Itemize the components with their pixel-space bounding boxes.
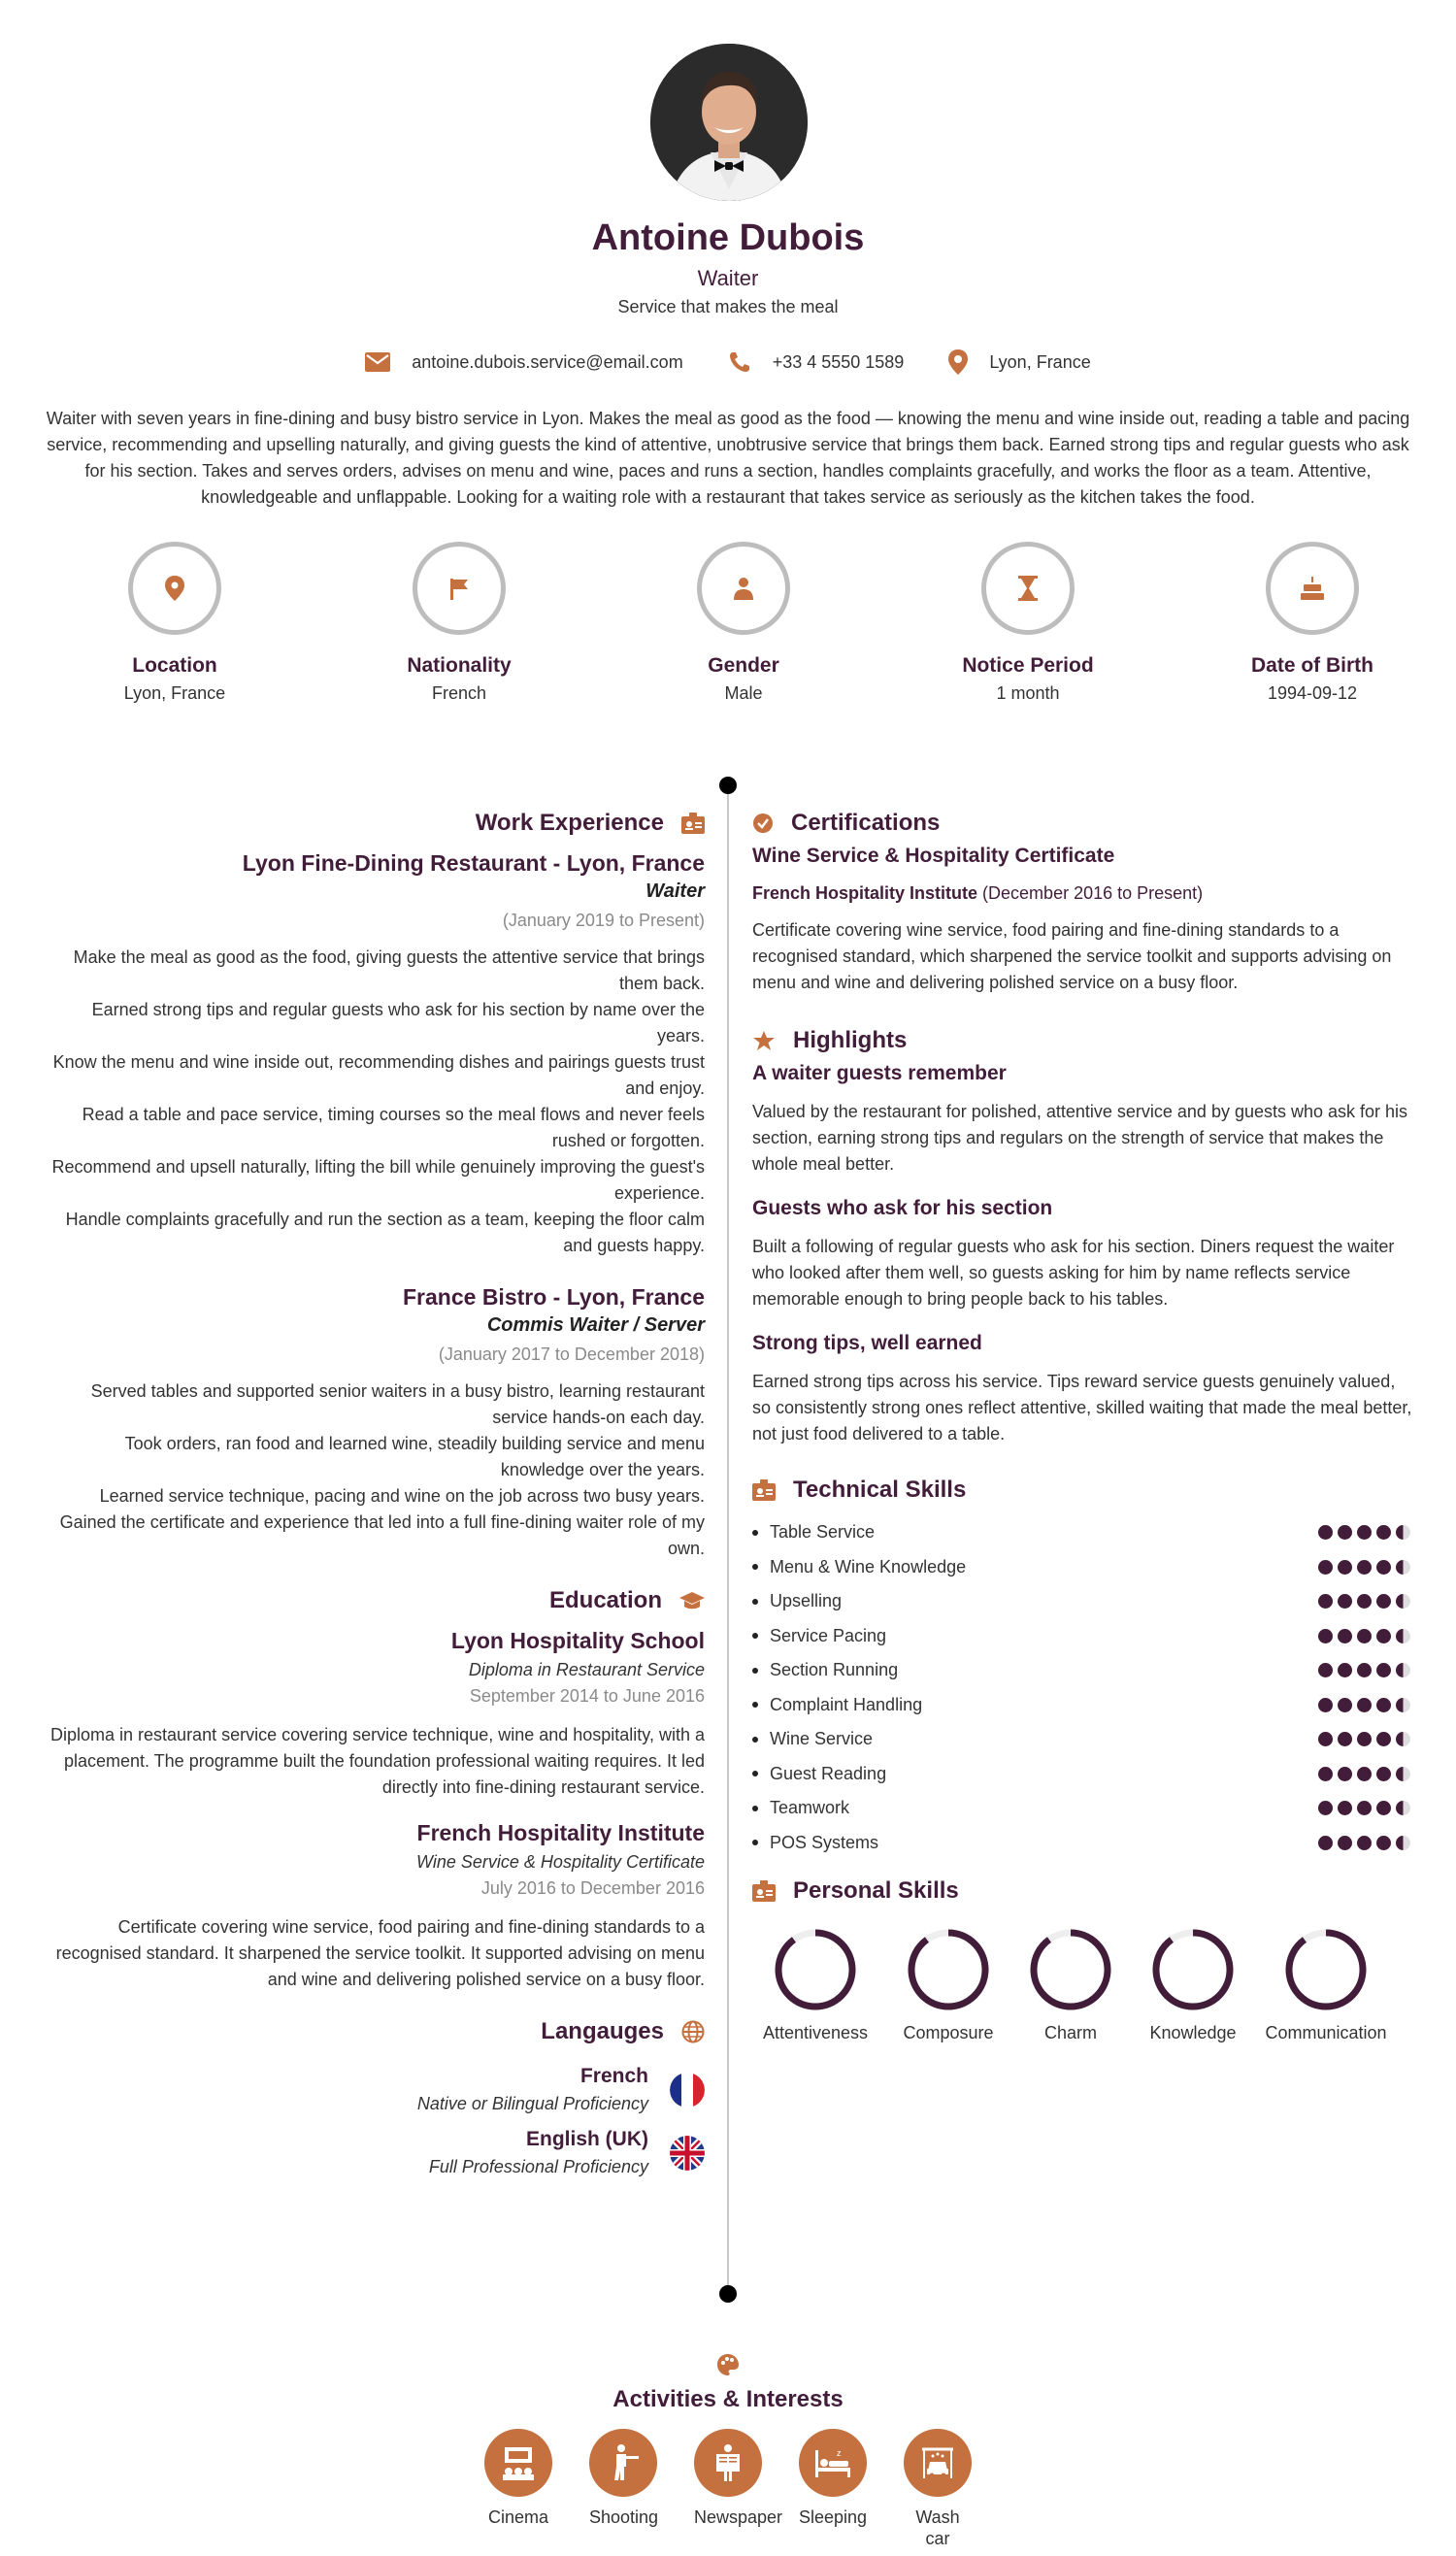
rating-dot bbox=[1318, 1767, 1333, 1781]
skill-rating bbox=[1318, 1732, 1412, 1746]
highlight-description: Valued by the restaurant for polished, attentive service and by guests who ask for his section, earning strong tips and regulars on the strength of service that makes the whole meal better. bbox=[752, 1102, 1408, 1174]
candidate-role: Waiter bbox=[697, 266, 759, 290]
job-duties bbox=[45, 1378, 705, 1562]
skill-rating bbox=[1318, 1801, 1412, 1815]
rating-dot bbox=[1376, 1560, 1391, 1575]
fact-date-of-birth bbox=[1196, 542, 1429, 704]
rating-dot bbox=[1396, 1629, 1410, 1643]
personal-skill-name: Knowledge bbox=[1149, 2023, 1237, 2042]
job-dates: (January 2017 to December 2018) bbox=[438, 1344, 705, 1364]
rating-dot bbox=[1357, 1801, 1372, 1815]
personal-skill-name: Communication bbox=[1265, 2023, 1387, 2042]
rating-dot bbox=[1318, 1698, 1333, 1712]
sleeping-icon bbox=[813, 2446, 852, 2479]
language-level: Full Professional Proficiency bbox=[428, 2157, 648, 2176]
fact-value: 1 month bbox=[996, 683, 1060, 703]
activity-label: Newspaper bbox=[694, 2507, 783, 2527]
job-duty: Handle complaints gracefully and run the section as a team, keeping the floor calm and guests happy. bbox=[65, 1210, 705, 1255]
rating-dot bbox=[1357, 1836, 1372, 1850]
fact-nationality bbox=[343, 542, 576, 704]
certifications-heading: Certifications bbox=[752, 810, 1412, 837]
rating-dot bbox=[1357, 1629, 1372, 1643]
technical-skill-name: Wine Service bbox=[770, 1729, 874, 1749]
technical-skill-row bbox=[752, 1653, 1412, 1688]
highlight-title: Guests who ask for his section bbox=[752, 1197, 1053, 1219]
bullet-icon bbox=[752, 1840, 758, 1845]
location-text: Lyon, France bbox=[989, 351, 1091, 372]
star-icon bbox=[752, 1030, 776, 1051]
hourglass-icon bbox=[1018, 576, 1038, 601]
certification-description: Certificate covering wine service, food pairing and fine-dining standards to a recognised standard, which sharpened the service toolkit and supports advising on menu and wine and delivering polished service on a busy floor. bbox=[752, 920, 1392, 992]
bullet-icon bbox=[752, 1564, 758, 1570]
rating-dot bbox=[1338, 1732, 1352, 1746]
skill-ring-fill bbox=[1289, 1933, 1363, 2007]
personal-skill-name: Composure bbox=[903, 2023, 994, 2042]
skill-ring bbox=[1282, 1926, 1370, 2013]
phone-text: +33 4 5550 1589 bbox=[772, 351, 905, 372]
certification-dates: (December 2016 to Present) bbox=[982, 883, 1204, 903]
activity-item bbox=[484, 2429, 552, 2549]
personal-skill-item bbox=[1263, 1926, 1389, 2043]
language-entry bbox=[45, 2128, 705, 2177]
activity-label: Cinema bbox=[487, 2507, 549, 2527]
job-duty: Make the meal as good as the food, giving guests the attentive service that brings them back. bbox=[73, 947, 705, 993]
job-entry bbox=[45, 1284, 705, 1562]
job-duty: Know the menu and wine inside out, recommending dishes and pairings guests trust and enjoy. bbox=[52, 1052, 705, 1098]
highlights-heading: Highlights bbox=[752, 1027, 1412, 1054]
france-flag-icon bbox=[670, 2073, 705, 2108]
svg-text:z: z bbox=[837, 2448, 842, 2458]
rating-dot bbox=[1396, 1663, 1410, 1677]
activity-label: Wash car bbox=[915, 2507, 960, 2548]
technical-skill-name: Teamwork bbox=[770, 1798, 850, 1818]
rating-dot bbox=[1318, 1801, 1333, 1815]
rating-dot bbox=[1338, 1836, 1352, 1850]
job-role: Waiter bbox=[645, 880, 705, 902]
rating-dot bbox=[1338, 1594, 1352, 1609]
rating-dot bbox=[1376, 1629, 1391, 1643]
fact-label: Date of Birth bbox=[1251, 654, 1373, 677]
fact-location bbox=[58, 542, 291, 704]
personal-skills-list bbox=[752, 1926, 1412, 2043]
personal-skill-item bbox=[1141, 1926, 1245, 2043]
skill-ring-fill bbox=[911, 1933, 985, 2007]
skill-rating bbox=[1318, 1767, 1412, 1781]
fact-label: Notice Period bbox=[962, 654, 1094, 677]
technical-skill-name: Table Service bbox=[770, 1522, 876, 1543]
language-entry bbox=[45, 2065, 705, 2114]
personal-skill-item bbox=[752, 1926, 878, 2043]
rating-dot bbox=[1357, 1594, 1372, 1609]
rating-dot bbox=[1338, 1698, 1352, 1712]
rating-dot bbox=[1357, 1560, 1372, 1575]
activity-item bbox=[589, 2429, 657, 2549]
skill-ring-fill bbox=[1156, 1933, 1230, 2007]
language-level: Native or Bilingual Proficiency bbox=[416, 2094, 648, 2113]
activity-item bbox=[694, 2429, 783, 2549]
technical-skill-row bbox=[752, 1791, 1412, 1826]
rating-dot bbox=[1396, 1698, 1410, 1712]
languages-heading: Langauges bbox=[45, 2018, 705, 2045]
newspaper-icon bbox=[711, 2443, 745, 2482]
technical-skills-heading: Technical Skills bbox=[752, 1477, 1412, 1504]
skill-ring bbox=[772, 1926, 859, 2013]
uk-flag-icon bbox=[670, 2136, 705, 2171]
skill-rating bbox=[1318, 1560, 1412, 1575]
phone-icon bbox=[728, 350, 751, 374]
job-duty: Gained the certificate and experience that led into a full fine-dining waiter role of my own. bbox=[59, 1512, 705, 1558]
rating-dot bbox=[1357, 1732, 1372, 1746]
technical-skill-name: Guest Reading bbox=[770, 1763, 887, 1783]
bullet-icon bbox=[752, 1737, 758, 1743]
job-role: Commis Waiter / Server bbox=[486, 1314, 705, 1336]
rating-dot bbox=[1318, 1629, 1333, 1643]
activity-item bbox=[799, 2429, 867, 2549]
skill-rating bbox=[1318, 1836, 1412, 1850]
skill-rating bbox=[1318, 1698, 1412, 1712]
highlight-title: A waiter guests remember bbox=[752, 1062, 1007, 1084]
job-dates: (January 2019 to Present) bbox=[502, 911, 705, 930]
rating-dot bbox=[1376, 1767, 1391, 1781]
rating-dot bbox=[1338, 1767, 1352, 1781]
rating-dot bbox=[1376, 1594, 1391, 1609]
rating-dot bbox=[1357, 1663, 1372, 1677]
palette-icon bbox=[716, 2353, 740, 2376]
rating-dot bbox=[1338, 1629, 1352, 1643]
activity-label: Sleeping bbox=[799, 2507, 868, 2527]
technical-skill-name: Service Pacing bbox=[770, 1625, 887, 1645]
rating-dot bbox=[1318, 1732, 1333, 1746]
job-duties bbox=[45, 945, 705, 1259]
job-duty: Took orders, ran food and learned wine, steadily building service and menu knowledge over the years. bbox=[124, 1434, 705, 1479]
email-icon bbox=[365, 352, 390, 372]
rating-dot bbox=[1338, 1663, 1352, 1677]
technical-skill-name: Section Running bbox=[770, 1660, 899, 1680]
right-column bbox=[752, 810, 1412, 2043]
education-dates: July 2016 to December 2016 bbox=[480, 1878, 705, 1898]
job-duty: Read a table and pace service, timing courses so the meal flows and never feels rushed or forgotten. bbox=[82, 1105, 705, 1150]
personal-skill-name: Attentiveness bbox=[762, 2023, 869, 2042]
timeline-end-dot bbox=[719, 2285, 737, 2303]
rating-dot bbox=[1396, 1594, 1410, 1609]
rating-dot bbox=[1376, 1836, 1391, 1850]
personal-skill-item bbox=[896, 1926, 1001, 2043]
technical-skill-row bbox=[752, 1757, 1412, 1792]
bullet-icon bbox=[752, 1771, 758, 1776]
rating-dot bbox=[1338, 1560, 1352, 1575]
rating-dot bbox=[1376, 1732, 1391, 1746]
avatar bbox=[650, 44, 808, 201]
rating-dot bbox=[1396, 1767, 1410, 1781]
technical-skill-name: Complaint Handling bbox=[770, 1694, 923, 1714]
technical-skill-name: Upselling bbox=[770, 1591, 843, 1611]
skill-rating bbox=[1318, 1525, 1412, 1540]
highlight-description: Built a following of regular guests who ask for his section. Diners request the waiter who looked after them well, so guests asking for him by name reflects service memorable enough to bring people back to his tables. bbox=[752, 1237, 1395, 1309]
contact-phone[interactable] bbox=[728, 349, 905, 375]
technical-skill-row bbox=[752, 1515, 1412, 1550]
certification-issuer: French Hospitality Institute bbox=[752, 883, 978, 903]
bullet-icon bbox=[752, 1668, 758, 1674]
education-degree: Wine Service & Hospitality Certificate bbox=[416, 1852, 705, 1872]
activities-section bbox=[0, 2353, 1456, 2549]
candidate-name: Antoine Dubois bbox=[591, 217, 865, 258]
skill-ring bbox=[905, 1926, 992, 2013]
graduation-cap-icon bbox=[679, 1591, 705, 1610]
rating-dot bbox=[1318, 1594, 1333, 1609]
contact-email[interactable] bbox=[365, 349, 682, 375]
fact-value: Male bbox=[724, 683, 763, 703]
activity-label: Shooting bbox=[589, 2507, 659, 2527]
timeline-divider bbox=[727, 786, 729, 2293]
skill-ring bbox=[1149, 1926, 1237, 2013]
language-name: English (UK) bbox=[526, 2128, 648, 2150]
activities-heading: Activities & Interests bbox=[612, 2386, 844, 2412]
technical-skill-name: Menu & Wine Knowledge bbox=[770, 1556, 967, 1577]
fact-value: Lyon, France bbox=[123, 683, 226, 703]
skill-ring bbox=[1027, 1926, 1114, 2013]
job-duty: Recommend and upsell naturally, lifting the bill while genuinely improving the guest's experience. bbox=[51, 1157, 705, 1203]
rating-dot bbox=[1376, 1663, 1391, 1677]
cinema-icon bbox=[499, 2445, 538, 2480]
personal-skills-heading: Personal Skills bbox=[752, 1877, 1412, 1905]
rating-dot bbox=[1338, 1525, 1352, 1540]
shooting-icon bbox=[606, 2443, 641, 2482]
rating-dot bbox=[1318, 1560, 1333, 1575]
technical-skill-row bbox=[752, 1722, 1412, 1757]
language-name: French bbox=[579, 2065, 648, 2087]
map-pin-icon bbox=[948, 349, 968, 375]
bullet-icon bbox=[752, 1702, 758, 1708]
fact-notice-period bbox=[911, 542, 1144, 704]
fact-label: Location bbox=[132, 654, 217, 677]
tagline: Service that makes the meal bbox=[617, 297, 839, 316]
highlight-description: Earned strong tips across his service. Tips reward service guests genuinely valued, so consistently strong ones reflect attentive, skilled waiting that made the meal better, not just food delivered to a table. bbox=[752, 1372, 1412, 1444]
education-institution: Lyon Hospitality School bbox=[450, 1628, 705, 1653]
job-organization: France Bistro - Lyon, France bbox=[403, 1284, 705, 1310]
work-experience-heading: Work Experience bbox=[45, 810, 705, 837]
technical-skill-row bbox=[752, 1826, 1412, 1861]
skill-rating bbox=[1318, 1629, 1412, 1643]
rating-dot bbox=[1376, 1801, 1391, 1815]
rating-dot bbox=[1396, 1525, 1410, 1540]
bullet-icon bbox=[752, 1599, 758, 1605]
education-entry bbox=[45, 1820, 705, 1993]
education-institution: French Hospitality Institute bbox=[416, 1820, 705, 1845]
rating-dot bbox=[1318, 1525, 1333, 1540]
timeline-start-dot bbox=[719, 777, 737, 794]
certificate-badge-icon bbox=[752, 813, 774, 834]
activities-list bbox=[0, 2429, 1456, 2549]
education-entry bbox=[45, 1628, 705, 1801]
job-duty: Earned strong tips and regular guests who ask for his section by name over the years. bbox=[91, 1000, 705, 1046]
skill-ring-fill bbox=[1034, 1933, 1108, 2007]
skill-ring-fill bbox=[778, 1933, 852, 2007]
education-dates: September 2014 to June 2016 bbox=[469, 1686, 705, 1706]
bullet-icon bbox=[752, 1633, 758, 1639]
fact-label: Gender bbox=[708, 654, 779, 677]
rating-dot bbox=[1396, 1732, 1410, 1746]
rating-dot bbox=[1318, 1663, 1333, 1677]
bullet-icon bbox=[752, 1530, 758, 1536]
education-heading: Education bbox=[45, 1587, 705, 1614]
wash-car-icon bbox=[918, 2445, 957, 2480]
contact-bar bbox=[0, 349, 1456, 375]
profile-summary: Waiter with seven years in fine-dining and busy bistro service in Lyon. Makes the meal as good as the food — knowing the menu and wine inside out, reading a table and pacing service, recommending and upselling naturally, and giving guests the kind of attentive, unobtrusive service that brings them back. Earned strong tips and regular guests who ask for his section. Takes and serves orders, advises on menu and wine, paces and runs a section, handles complaints gracefully, and works the floor as a team. Attentive, knowledgeable and unflappable. Looking for a waiting role with a restaurant that takes service as seriously as the kitchen takes the food. bbox=[46, 409, 1410, 507]
rating-dot bbox=[1396, 1560, 1410, 1575]
education-description: Certificate covering wine service, food pairing and fine-dining standards to a recognised standard. It sharpened the service toolkit. It supported advising on menu and wine and delivering polished service on a busy floor. bbox=[55, 1917, 705, 1989]
technical-skill-name: POS Systems bbox=[770, 1832, 879, 1852]
skill-rating bbox=[1318, 1663, 1412, 1677]
badge-icon bbox=[681, 813, 705, 834]
rating-dot bbox=[1376, 1525, 1391, 1540]
cake-icon bbox=[1301, 577, 1324, 600]
badge-icon bbox=[752, 1880, 776, 1902]
fact-value: French bbox=[431, 683, 487, 703]
rating-dot bbox=[1357, 1767, 1372, 1781]
left-column bbox=[45, 810, 705, 2177]
technical-skill-row bbox=[752, 1688, 1412, 1723]
personal-skill-item bbox=[1018, 1926, 1123, 2043]
rating-dot bbox=[1357, 1525, 1372, 1540]
skill-rating bbox=[1318, 1594, 1412, 1609]
job-entry bbox=[45, 850, 705, 1259]
rating-dot bbox=[1396, 1836, 1410, 1850]
highlight-title: Strong tips, well earned bbox=[752, 1332, 982, 1354]
flag-icon bbox=[448, 577, 470, 600]
contact-location bbox=[948, 349, 1090, 375]
rating-dot bbox=[1338, 1801, 1352, 1815]
rating-dot bbox=[1318, 1836, 1333, 1850]
activity-item bbox=[904, 2429, 972, 2549]
certification-name: Wine Service & Hospitality Certificate bbox=[752, 845, 1115, 867]
rating-dot bbox=[1396, 1801, 1410, 1815]
education-degree: Diploma in Restaurant Service bbox=[468, 1660, 705, 1679]
job-duty: Served tables and supported senior waiters in a busy bistro, learning restaurant service hands-on each day. bbox=[90, 1381, 705, 1427]
certification-meta bbox=[752, 883, 1412, 904]
technical-skill-row bbox=[752, 1584, 1412, 1619]
job-duty: Learned service technique, pacing and wine on the job across two busy years. bbox=[99, 1486, 705, 1506]
badge-icon bbox=[752, 1479, 776, 1501]
globe-icon bbox=[681, 2020, 705, 2043]
technical-skill-row bbox=[752, 1619, 1412, 1654]
bullet-icon bbox=[752, 1806, 758, 1811]
job-organization: Lyon Fine-Dining Restaurant - Lyon, France bbox=[242, 850, 705, 876]
fact-gender bbox=[627, 542, 860, 704]
map-pin-icon bbox=[165, 576, 184, 601]
technical-skill-row bbox=[752, 1550, 1412, 1585]
email-text: antoine.dubois.service@email.com bbox=[412, 351, 683, 372]
rating-dot bbox=[1357, 1698, 1372, 1712]
rating-dot bbox=[1376, 1698, 1391, 1712]
personal-skill-name: Charm bbox=[1043, 2023, 1097, 2042]
fact-label: Nationality bbox=[407, 654, 512, 677]
person-icon bbox=[733, 577, 754, 600]
technical-skills-list bbox=[752, 1515, 1412, 1860]
education-description: Diploma in restaurant service covering service technique, wine and hospitality, with a placement. The programme built the foundation professional waiting requires. It led directly into fine-dining restaurant service. bbox=[50, 1725, 705, 1797]
fact-value: 1994-09-12 bbox=[1267, 683, 1358, 703]
